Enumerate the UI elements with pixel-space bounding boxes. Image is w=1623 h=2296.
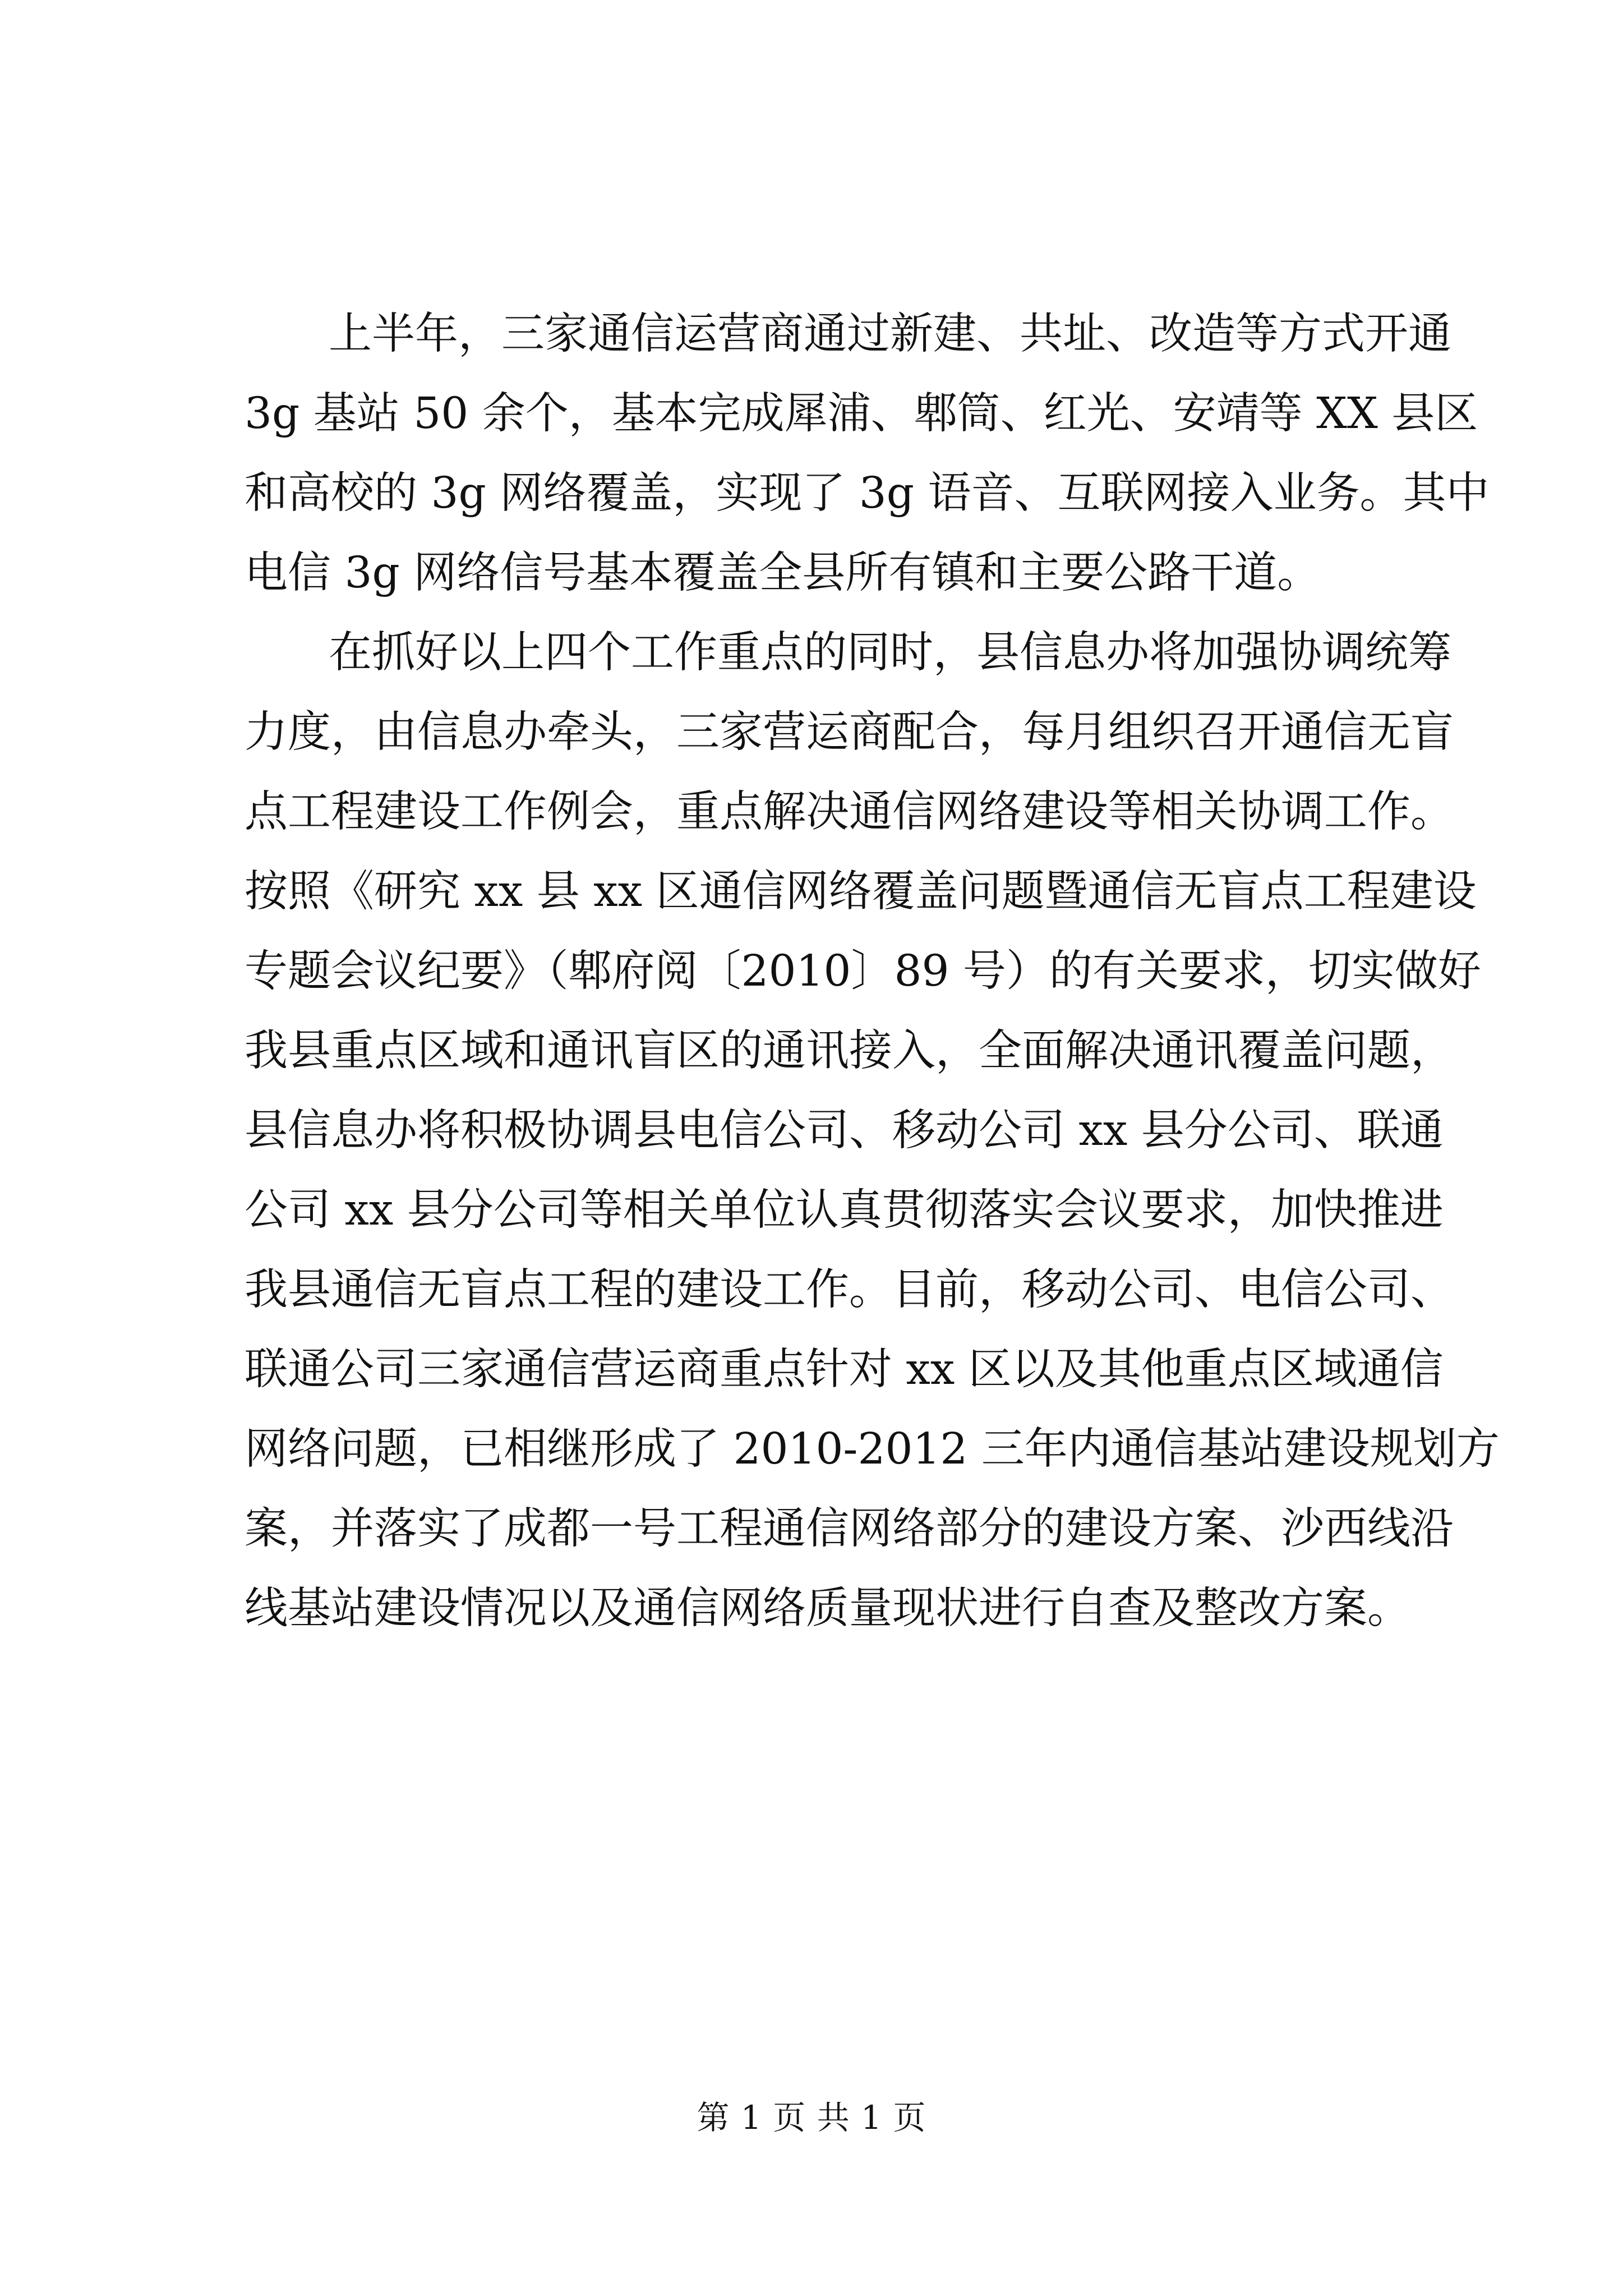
- text-line: 网络问题，已相继形成了 2010-2012 三年内通信基站建设规划方: [245, 1424, 1500, 1474]
- text-line: 联通公司三家通信营运商重点针对 xx 区以及其他重点区域通信: [245, 1345, 1444, 1395]
- paragraph-1: [245, 295, 1490, 613]
- page-number-footer: 第 1 页 共 1 页: [697, 2099, 926, 2137]
- document-body: [245, 295, 1500, 1649]
- text-line: 3g 基站 50 余个，基本完成犀浦、郫筒、红光、安靖等 XX 县区: [245, 389, 1478, 439]
- text-line: 公司 xx 县分公司等相关单位认真贯彻落实会议要求，加快推进: [245, 1185, 1444, 1235]
- text-line: 和高校的 3g 网络覆盖，实现了 3g 语音、互联网接入业务。其中: [245, 468, 1490, 518]
- text-line: 在抓好以上四个工作重点的同时，县信息办将加强协调统筹: [329, 628, 1451, 678]
- text-line: 我县通信无盲点工程的建设工作。目前，移动公司、电信公司、: [245, 1265, 1454, 1315]
- text-line: 县信息办将积极协调县电信公司、移动公司 xx 县分公司、联通: [245, 1106, 1444, 1156]
- text-line: 点工程建设工作例会，重点解决通信网络建设等相关协调工作。: [245, 787, 1454, 837]
- text-line: 我县重点区域和通讯盲区的通讯接入，全面解决通讯覆盖问题，: [245, 1026, 1454, 1076]
- paragraph-2: [245, 613, 1500, 1649]
- text-line: 上半年，三家通信运营商通过新建、共址、改造等方式开通: [329, 309, 1451, 359]
- text-line: 专题会议纪要》（郫府阅〔2010〕89 号）的有关要求，切实做好: [245, 946, 1481, 996]
- text-line: 线基站建设情况以及通信网络质量现状进行自查及整改方案。: [245, 1584, 1410, 1634]
- text-line: 电信 3g 网络信号基本覆盖全县所有镇和主要公路干道。: [245, 548, 1321, 598]
- text-line: 案，并落实了成都一号工程通信网络部分的建设方案、沙西线沿: [245, 1504, 1454, 1554]
- text-line: 按照《研究 xx 县 xx 区通信网络覆盖问题暨通信无盲点工程建设: [245, 867, 1477, 917]
- text-line: 力度，由信息办牵头，三家营运商配合，每月组织召开通信无盲: [245, 707, 1454, 757]
